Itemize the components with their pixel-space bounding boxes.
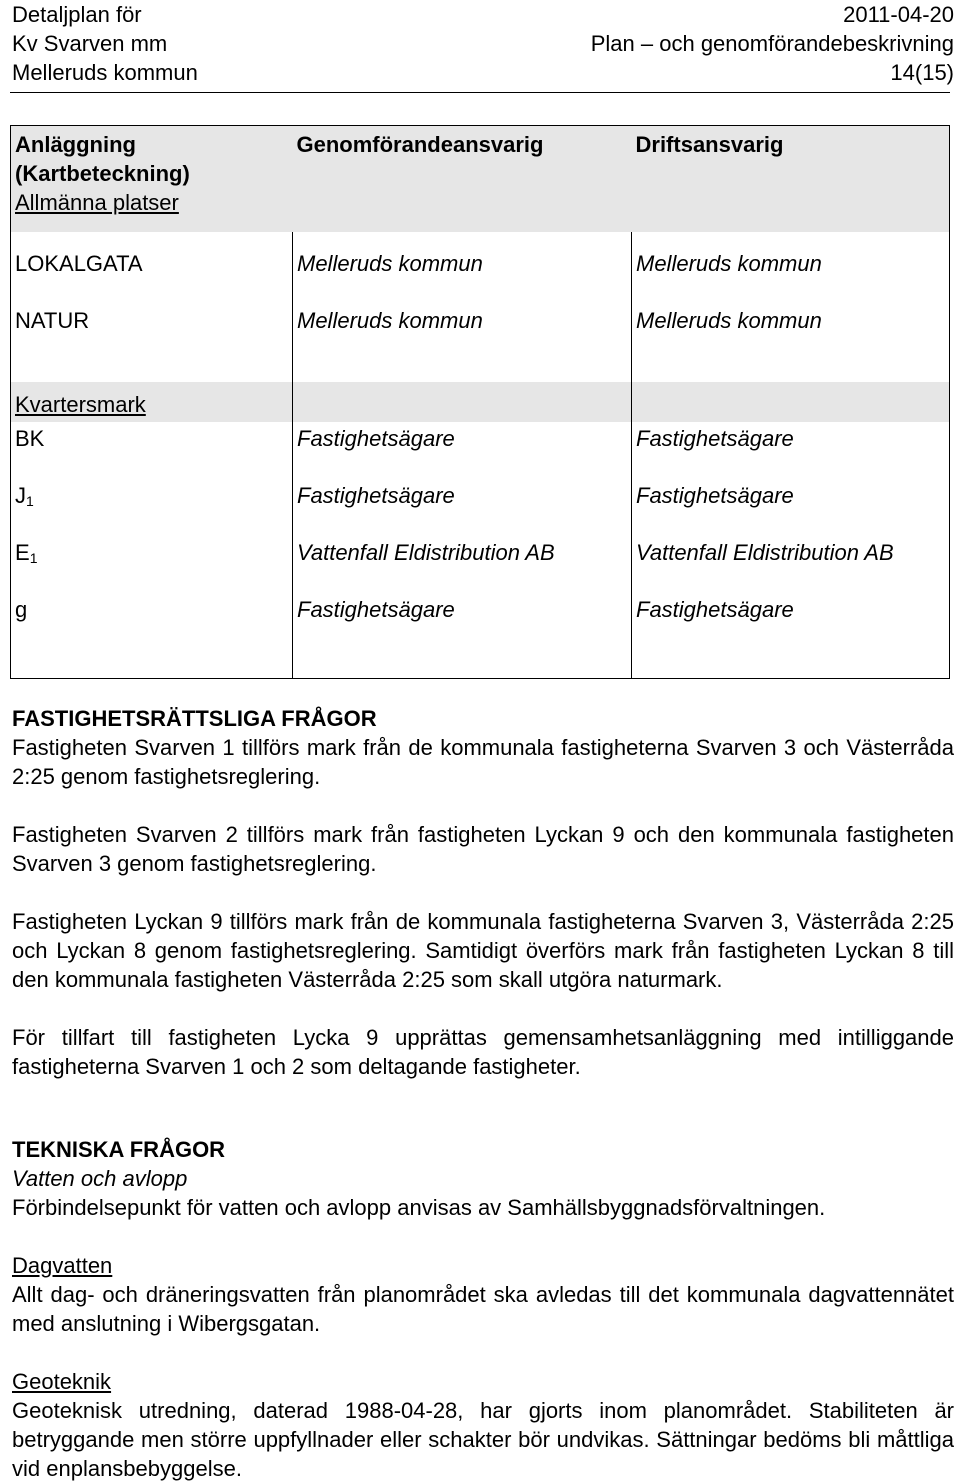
public-places-label: Allmänna platser bbox=[15, 190, 179, 215]
section-row bbox=[11, 382, 950, 422]
facility-cell: $J_1$ bbox=[15, 483, 34, 509]
operator-cell: Fastighetsägare bbox=[632, 595, 950, 652]
table-row bbox=[11, 481, 950, 538]
plan-name: Kv Svarven mm bbox=[12, 31, 168, 56]
technical-section bbox=[12, 1135, 954, 1483]
stormwater-text: Allt dag- och dräneringsvatten från planområdet ska avledas till det kommunala dagvattennätet med anslutning i Wibergsgatan. bbox=[12, 1282, 954, 1336]
implementer-cell: Melleruds kommun bbox=[293, 232, 632, 306]
implementer-cell: Fastighetsägare bbox=[293, 422, 632, 481]
col-header-facility: Anläggning (Kartbeteckning) Allmänna platser bbox=[11, 126, 293, 233]
operator-cell: Fastighetsägare bbox=[632, 422, 950, 481]
facility-cell: NATUR bbox=[15, 308, 90, 333]
table-row bbox=[11, 232, 950, 306]
implementer-cell: Fastighetsägare bbox=[293, 595, 632, 652]
operator-cell: Melleruds kommun bbox=[632, 232, 950, 306]
facility-cell: LOKALGATA bbox=[15, 251, 143, 276]
geotechnics-title: Geoteknik bbox=[12, 1369, 112, 1394]
page-number: 14(15) bbox=[890, 60, 954, 85]
geotechnics-text: Geoteknisk utredning, daterad 1988-04-28, har gjorts inom planområdet. Stabiliteten är betryggande men större uppfyllnader eller schakter bör undvikas. Sättningar bedöms bli måttliga vid enplansbebyggelse. bbox=[12, 1398, 954, 1481]
table-row bbox=[11, 306, 950, 368]
doc-type: Detaljplan för bbox=[12, 2, 142, 27]
property-section bbox=[12, 704, 954, 1081]
implementer-cell: Vattenfall Eldistribution AB bbox=[293, 538, 632, 595]
col-header-operator: Driftsansvarig bbox=[632, 126, 950, 233]
water-sewer-text: Förbindelsepunkt för vatten och avlopp anvisas av Samhällsbyggnadsförvaltningen. bbox=[12, 1195, 826, 1220]
stormwater-title: Dagvatten bbox=[12, 1253, 113, 1278]
technical-heading: TEKNISKA FRÅGOR bbox=[12, 1137, 226, 1162]
property-heading: FASTIGHETSRÄTTSLIGA FRÅGOR bbox=[12, 706, 377, 731]
property-paragraph-2: Fastigheten Svarven 2 tillförs mark från fastigheten Lyckan 9 och den kommunala fastigheten Svarven 3 genom fastighetsreglering. bbox=[12, 822, 954, 876]
table-row bbox=[11, 538, 950, 595]
facility-cell: BK bbox=[15, 426, 45, 451]
facility-cell: g bbox=[15, 597, 28, 622]
property-paragraph-4: För tillfart till fastigheten Lycka 9 upprättas gemensamhetsanläggning med intilliggande fastigheterna Svarven 1 och 2 som deltagande fastigheter. bbox=[12, 1025, 954, 1079]
implementer-cell: Fastighetsägare bbox=[293, 481, 632, 538]
operator-cell: Melleruds kommun bbox=[632, 306, 950, 368]
block-land-label: Kvartersmark bbox=[11, 382, 293, 422]
responsibility-table bbox=[10, 125, 950, 679]
table-row bbox=[11, 595, 950, 652]
property-paragraph-3: Fastigheten Lyckan 9 tillförs mark från de kommunala fastigheterna Svarven 3, Västerråda 2:25 och Lyckan 8 genom fastighetsreglering. Samtidigt överförs mark från fastigheten Lyckan 8 till den kommunala fastigheten Västerråda 2:25 som skall utgöra naturmark. bbox=[12, 909, 954, 992]
operator-cell: Fastighetsägare bbox=[632, 481, 950, 538]
table-header-row bbox=[11, 126, 950, 233]
header-divider bbox=[10, 92, 950, 93]
municipality: Melleruds kommun bbox=[12, 60, 198, 85]
table-row bbox=[11, 422, 950, 481]
doc-date: 2011-04-20 bbox=[843, 2, 954, 27]
property-paragraph-1: Fastigheten Svarven 1 tillförs mark från de kommunala fastigheterna Svarven 3 och Västerråda 2:25 genom fastighetsreglering. bbox=[12, 735, 954, 789]
facility-cell: $E_1$ bbox=[15, 540, 38, 566]
operator-cell: Vattenfall Eldistribution AB bbox=[632, 538, 950, 595]
implementer-cell: Melleruds kommun bbox=[293, 306, 632, 368]
water-sewer-title: Vatten och avlopp bbox=[12, 1166, 188, 1191]
doc-title: Plan – och genomförandebeskrivning bbox=[590, 31, 954, 56]
col-header-implementer: Genomförandeansvarig bbox=[293, 126, 632, 233]
